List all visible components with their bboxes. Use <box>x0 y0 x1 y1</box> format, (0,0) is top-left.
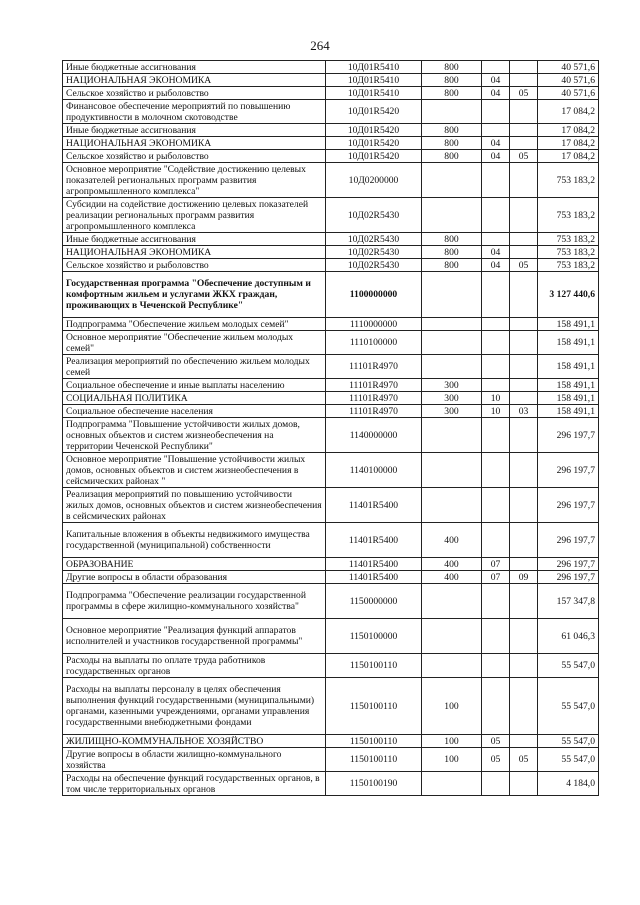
table-row <box>63 233 599 246</box>
row-amount: 17 084,2 <box>538 137 599 150</box>
table-row <box>63 678 599 735</box>
row-section: 05 <box>482 735 510 748</box>
row-subsection: 09 <box>510 571 538 584</box>
row-code: 1110100000 <box>326 331 422 355</box>
row-code: 11101R4970 <box>326 392 422 405</box>
row-amount: 753 183,2 <box>538 198 599 233</box>
row-expense-type <box>422 488 482 523</box>
row-section: 04 <box>482 259 510 272</box>
row-section <box>482 163 510 198</box>
row-amount: 3 127 440,6 <box>538 272 599 318</box>
table-row <box>63 100 599 124</box>
row-section <box>482 488 510 523</box>
row-name: Другие вопросы в области жилищно-коммунального хозяйства <box>63 748 326 772</box>
row-expense-type: 300 <box>422 405 482 418</box>
table-row <box>63 61 599 74</box>
row-expense-type: 800 <box>422 150 482 163</box>
row-section: 07 <box>482 571 510 584</box>
row-amount: 158 491,1 <box>538 392 599 405</box>
row-subsection: 05 <box>510 150 538 163</box>
row-expense-type: 400 <box>422 571 482 584</box>
row-name: Иные бюджетные ассигнования <box>63 233 326 246</box>
row-amount: 296 197,7 <box>538 558 599 571</box>
row-expense-type: 800 <box>422 233 482 246</box>
table-row <box>63 163 599 198</box>
row-amount: 55 547,0 <box>538 735 599 748</box>
row-subsection: 05 <box>510 259 538 272</box>
row-name: ОБРАЗОВАНИЕ <box>63 558 326 571</box>
row-name: Другие вопросы в области образования <box>63 571 326 584</box>
row-code: 1140000000 <box>326 418 422 453</box>
row-expense-type <box>422 654 482 678</box>
row-section: 04 <box>482 246 510 259</box>
row-expense-type: 100 <box>422 678 482 735</box>
row-subsection <box>510 678 538 735</box>
row-name: Подпрограмма "Повышение устойчивости жилых домов, основных объектов и систем жизнеобеспечения на территории Чеченской Республики" <box>63 418 326 453</box>
row-amount: 40 571,6 <box>538 87 599 100</box>
row-section: 04 <box>482 137 510 150</box>
row-amount: 55 547,0 <box>538 678 599 735</box>
row-code: 10Д02R5430 <box>326 233 422 246</box>
table-row <box>63 246 599 259</box>
row-name: Сельское хозяйство и рыболовство <box>63 259 326 272</box>
row-name: Капитальные вложения в объекты недвижимого имущества государственной (муниципальной) собственности <box>63 523 326 558</box>
row-code: 1150100110 <box>326 654 422 678</box>
row-amount: 296 197,7 <box>538 571 599 584</box>
row-section <box>482 418 510 453</box>
row-subsection <box>510 246 538 259</box>
row-amount: 753 183,2 <box>538 246 599 259</box>
row-amount: 158 491,1 <box>538 355 599 379</box>
budget-table <box>62 60 599 796</box>
table-row <box>63 523 599 558</box>
row-code: 1150100110 <box>326 748 422 772</box>
row-name: Основное мероприятие "Обеспечение жильем молодых семей" <box>63 331 326 355</box>
row-name: Социальное обеспечение и иные выплаты населению <box>63 379 326 392</box>
row-expense-type: 800 <box>422 124 482 137</box>
row-name: Реализация мероприятий по обеспечению жильем молодых семей <box>63 355 326 379</box>
row-amount: 61 046,3 <box>538 619 599 654</box>
row-amount: 296 197,7 <box>538 488 599 523</box>
row-section <box>482 379 510 392</box>
table-row <box>63 331 599 355</box>
row-section <box>482 654 510 678</box>
row-section <box>482 100 510 124</box>
row-code: 11401R5400 <box>326 571 422 584</box>
row-code: 1150000000 <box>326 584 422 619</box>
row-code: 11401R5400 <box>326 488 422 523</box>
row-section <box>482 331 510 355</box>
row-section: 04 <box>482 74 510 87</box>
row-expense-type <box>422 355 482 379</box>
row-subsection <box>510 418 538 453</box>
row-section <box>482 619 510 654</box>
row-subsection <box>510 772 538 796</box>
row-code: 10Д02R5430 <box>326 246 422 259</box>
row-amount: 17 084,2 <box>538 124 599 137</box>
row-amount: 17 084,2 <box>538 100 599 124</box>
row-amount: 17 084,2 <box>538 150 599 163</box>
table-row <box>63 584 599 619</box>
row-subsection <box>510 619 538 654</box>
row-amount: 158 491,1 <box>538 318 599 331</box>
row-subsection <box>510 331 538 355</box>
row-subsection <box>510 654 538 678</box>
row-code: 1150100000 <box>326 619 422 654</box>
row-subsection <box>510 233 538 246</box>
row-code: 1140100000 <box>326 453 422 488</box>
row-name: Финансовое обеспечение мероприятий по повышению продуктивности в молочном скотоводстве <box>63 100 326 124</box>
row-name: Основное мероприятие "Содействие достижению целевых показателей региональных программ развития агропромышленного комплекса" <box>63 163 326 198</box>
row-section <box>482 61 510 74</box>
row-section <box>482 318 510 331</box>
row-section: 04 <box>482 87 510 100</box>
row-code: 10Д01R5410 <box>326 87 422 100</box>
row-subsection <box>510 272 538 318</box>
row-section <box>482 198 510 233</box>
row-name: Основное мероприятие "Повышение устойчивости жилых домов, основных объектов и систем жизнеобеспечения в сейсмических районах " <box>63 453 326 488</box>
row-amount: 296 197,7 <box>538 453 599 488</box>
row-name: Подпрограмма "Обеспечение жильем молодых семей" <box>63 318 326 331</box>
row-amount: 158 491,1 <box>538 331 599 355</box>
row-subsection <box>510 392 538 405</box>
row-section <box>482 124 510 137</box>
row-subsection <box>510 100 538 124</box>
row-expense-type <box>422 331 482 355</box>
row-code: 10Д01R5410 <box>326 61 422 74</box>
row-name: НАЦИОНАЛЬНАЯ ЭКОНОМИКА <box>63 246 326 259</box>
row-section <box>482 355 510 379</box>
table-row <box>63 418 599 453</box>
table-row <box>63 392 599 405</box>
row-amount: 55 547,0 <box>538 748 599 772</box>
row-name: Социальное обеспечение населения <box>63 405 326 418</box>
row-expense-type: 400 <box>422 523 482 558</box>
table-row <box>63 453 599 488</box>
row-expense-type: 800 <box>422 61 482 74</box>
row-expense-type <box>422 163 482 198</box>
table-row <box>63 654 599 678</box>
table-row <box>63 405 599 418</box>
row-expense-type: 800 <box>422 137 482 150</box>
table-row <box>63 150 599 163</box>
row-amount: 753 183,2 <box>538 233 599 246</box>
table-row <box>63 74 599 87</box>
row-name: Расходы на выплаты персоналу в целях обеспечения выполнения функций государственными (муниципальными) органами, казенными учреждениями, органами управления государственными внебюджетными фондами <box>63 678 326 735</box>
row-subsection <box>510 61 538 74</box>
row-expense-type <box>422 100 482 124</box>
table-row <box>63 137 599 150</box>
row-expense-type: 800 <box>422 74 482 87</box>
table-row <box>63 198 599 233</box>
row-code: 1150100110 <box>326 678 422 735</box>
row-code: 11101R4970 <box>326 405 422 418</box>
row-expense-type: 800 <box>422 246 482 259</box>
row-expense-type <box>422 453 482 488</box>
row-section <box>482 272 510 318</box>
row-expense-type: 100 <box>422 748 482 772</box>
table-row <box>63 558 599 571</box>
row-subsection <box>510 379 538 392</box>
table-row <box>63 379 599 392</box>
table-row <box>63 488 599 523</box>
row-name: ЖИЛИЩНО-КОММУНАЛЬНОЕ ХОЗЯЙСТВО <box>63 735 326 748</box>
row-name: Субсидии на содействие достижению целевых показателей реализации региональных программ развития агропромышленного комплекса <box>63 198 326 233</box>
table-row <box>63 619 599 654</box>
row-name: Сельское хозяйство и рыболовство <box>63 87 326 100</box>
row-section <box>482 233 510 246</box>
table-row <box>63 748 599 772</box>
row-amount: 158 491,1 <box>538 379 599 392</box>
row-name: Сельское хозяйство и рыболовство <box>63 150 326 163</box>
row-subsection <box>510 124 538 137</box>
row-code: 1100000000 <box>326 272 422 318</box>
row-subsection: 03 <box>510 405 538 418</box>
row-expense-type <box>422 272 482 318</box>
table-row <box>63 355 599 379</box>
row-expense-type <box>422 584 482 619</box>
row-expense-type: 300 <box>422 392 482 405</box>
row-subsection <box>510 74 538 87</box>
row-subsection <box>510 453 538 488</box>
row-subsection <box>510 735 538 748</box>
table-row <box>63 571 599 584</box>
row-amount: 157 347,8 <box>538 584 599 619</box>
row-expense-type: 800 <box>422 87 482 100</box>
row-subsection <box>510 355 538 379</box>
row-code: 10Д01R5410 <box>326 74 422 87</box>
row-section: 10 <box>482 392 510 405</box>
row-subsection: 05 <box>510 87 538 100</box>
row-name: Подпрограмма "Обеспечение реализации государственной программы в сфере жилищно-коммунального хозяйства" <box>63 584 326 619</box>
row-subsection <box>510 558 538 571</box>
row-amount: 753 183,2 <box>538 259 599 272</box>
row-code: 10Д0200000 <box>326 163 422 198</box>
page-number: 264 <box>310 38 330 53</box>
row-code: 10Д01R5420 <box>326 137 422 150</box>
budget-table-body <box>63 61 599 796</box>
table-row <box>63 735 599 748</box>
row-amount: 296 197,7 <box>538 523 599 558</box>
row-code: 1150100190 <box>326 772 422 796</box>
row-section: 07 <box>482 558 510 571</box>
row-code: 10Д01R5420 <box>326 100 422 124</box>
row-code: 10Д01R5420 <box>326 150 422 163</box>
row-code: 11401R5400 <box>326 523 422 558</box>
row-amount: 40 571,6 <box>538 74 599 87</box>
row-name: Основное мероприятие "Реализация функций аппаратов исполнителей и участников государственной программы" <box>63 619 326 654</box>
row-amount: 55 547,0 <box>538 654 599 678</box>
table-row <box>63 259 599 272</box>
row-code: 10Д02R5430 <box>326 198 422 233</box>
row-section <box>482 772 510 796</box>
table-row <box>63 124 599 137</box>
row-section <box>482 453 510 488</box>
row-amount: 4 184,0 <box>538 772 599 796</box>
row-code: 10Д01R5420 <box>326 124 422 137</box>
row-amount: 753 183,2 <box>538 163 599 198</box>
row-subsection <box>510 198 538 233</box>
row-subsection <box>510 318 538 331</box>
row-code: 11101R4970 <box>326 355 422 379</box>
row-name: НАЦИОНАЛЬНАЯ ЭКОНОМИКА <box>63 137 326 150</box>
row-amount: 296 197,7 <box>538 418 599 453</box>
row-subsection: 05 <box>510 748 538 772</box>
row-expense-type <box>422 619 482 654</box>
row-section: 04 <box>482 150 510 163</box>
row-subsection <box>510 488 538 523</box>
row-subsection <box>510 584 538 619</box>
row-amount: 40 571,6 <box>538 61 599 74</box>
row-amount: 158 491,1 <box>538 405 599 418</box>
row-code: 1110000000 <box>326 318 422 331</box>
row-name: Иные бюджетные ассигнования <box>63 124 326 137</box>
row-name: Иные бюджетные ассигнования <box>63 61 326 74</box>
row-expense-type: 400 <box>422 558 482 571</box>
table-row <box>63 272 599 318</box>
row-name: Реализация мероприятий по повышению устойчивости жилых домов, основных объектов и систем жизнеобеспечения в сейсмических районах <box>63 488 326 523</box>
row-section: 10 <box>482 405 510 418</box>
row-subsection <box>510 137 538 150</box>
row-expense-type: 100 <box>422 735 482 748</box>
row-subsection <box>510 523 538 558</box>
row-section <box>482 584 510 619</box>
row-section <box>482 523 510 558</box>
table-row <box>63 318 599 331</box>
row-expense-type <box>422 198 482 233</box>
row-expense-type <box>422 318 482 331</box>
row-code: 11101R4970 <box>326 379 422 392</box>
row-code: 11401R5400 <box>326 558 422 571</box>
row-name: НАЦИОНАЛЬНАЯ ЭКОНОМИКА <box>63 74 326 87</box>
table-row <box>63 772 599 796</box>
row-section: 05 <box>482 748 510 772</box>
row-name: Государственная программа "Обеспечение доступным и комфортным жильем и услугами ЖКХ граждан, проживающих в Чеченской Республике" <box>63 272 326 318</box>
row-subsection <box>510 163 538 198</box>
row-expense-type <box>422 772 482 796</box>
row-expense-type: 800 <box>422 259 482 272</box>
row-name: СОЦИАЛЬНАЯ ПОЛИТИКА <box>63 392 326 405</box>
row-name: Расходы на обеспечение функций государственных органов, в том числе территориальных органов <box>63 772 326 796</box>
row-section <box>482 678 510 735</box>
row-name: Расходы на выплаты по оплате труда работников государственных органов <box>63 654 326 678</box>
row-expense-type: 300 <box>422 379 482 392</box>
table-row <box>63 87 599 100</box>
row-code: 10Д02R5430 <box>326 259 422 272</box>
row-expense-type <box>422 418 482 453</box>
row-code: 1150100110 <box>326 735 422 748</box>
